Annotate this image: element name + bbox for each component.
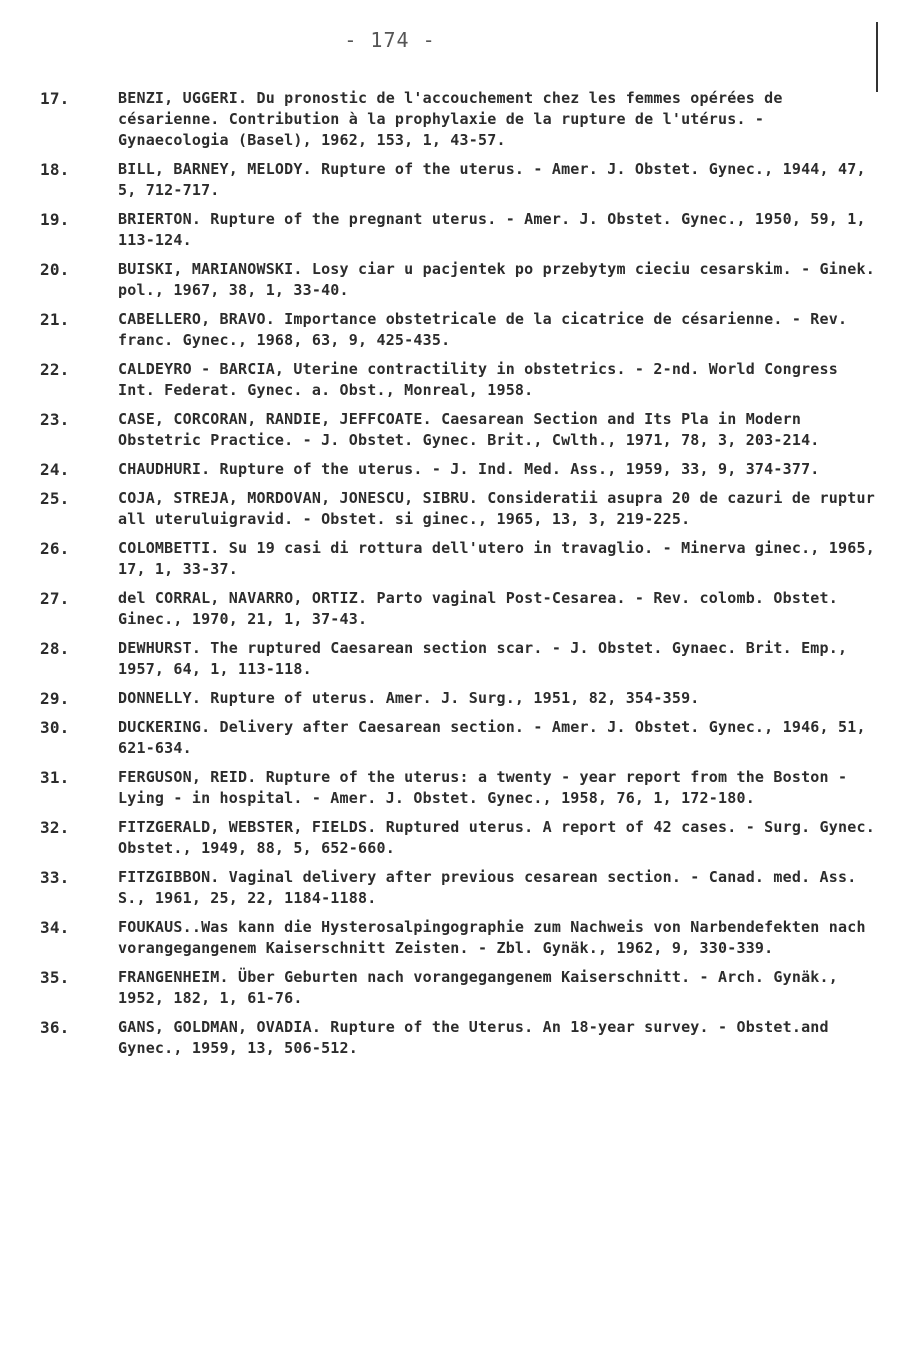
reference-number: 32. (40, 818, 70, 837)
reference-number: 35. (40, 968, 70, 987)
reference-number: 22. (40, 360, 70, 379)
reference-text: CASE, CORCORAN, RANDIE, JEFFCOATE. Caesarean Section and Its Pla in Modern Obstetric Practice. - J. Obstet. Gynec. Brit., Cwlth., 1971, 78, 3, 203-214. (118, 410, 820, 449)
reference-number: 17. (40, 89, 70, 108)
reference-number: 29. (40, 689, 70, 708)
reference-text: CALDEYRO - BARCIA, Uterine contractility in obstetrics. - 2-nd. World Congress Int. Federat. Gynec. a. Obst., Monreal, 1958. (118, 360, 838, 399)
reference-number: 26. (40, 539, 70, 558)
reference-item (40, 638, 882, 680)
reference-text: CHAUDHURI. Rupture of the uterus. - J. Ind. Med. Ass., 1959, 33, 9, 374-377. (118, 460, 820, 478)
reference-number: 33. (40, 868, 70, 887)
reference-item (40, 259, 882, 301)
reference-number: 36. (40, 1018, 70, 1037)
page-number: - 174 - (344, 28, 436, 52)
reference-item (40, 488, 882, 530)
reference-text: DEWHURST. The ruptured Caesarean section scar. - J. Obstet. Gynaec. Brit. Emp., 1957, 64, 1, 113-118. (118, 639, 848, 678)
reference-item (40, 309, 882, 351)
reference-item (40, 688, 882, 709)
reference-item (40, 159, 882, 201)
reference-item (40, 867, 882, 909)
reference-number: 19. (40, 210, 70, 229)
reference-item (40, 588, 882, 630)
reference-number: 23. (40, 410, 70, 429)
margin-rule (876, 22, 878, 92)
reference-text: FITZGIBBON. Vaginal delivery after previous cesarean section. - Canad. med. Ass. S., 1961, 25, 22, 1184-1188. (118, 868, 857, 907)
reference-number: 30. (40, 718, 70, 737)
reference-number: 27. (40, 589, 70, 608)
reference-text: DUCKERING. Delivery after Caesarean section. - Amer. J. Obstet. Gynec., 1946, 51, 621-634. (118, 718, 866, 757)
reference-number: 34. (40, 918, 70, 937)
reference-text: FRANGENHEIM. Über Geburten nach vorangegangenem Kaiserschnitt. - Arch. Gynäk., 1952, 182, 1, 61-76. (118, 968, 838, 1007)
reference-text: BRIERTON. Rupture of the pregnant uterus. - Amer. J. Obstet. Gynec., 1950, 59, 1, 113-124. (118, 210, 866, 249)
reference-text: GANS, GOLDMAN, OVADIA. Rupture of the Uterus. An 18-year survey. - Obstet.and Gynec., 1959, 13, 506-512. (118, 1018, 829, 1057)
reference-item (40, 88, 882, 151)
reference-number: 25. (40, 489, 70, 508)
reference-number: 20. (40, 260, 70, 279)
reference-text: BENZI, UGGERI. Du pronostic de l'accouchement chez les femmes opérées de césarienne. Contribution à la prophylaxie de la rupture de l'utérus. - Gynaecologia (Basel), 1962, 153, 1, 43-57. (118, 89, 783, 149)
reference-text: CABELLERO, BRAVO. Importance obstetricale de la cicatrice de césarienne. - Rev. franc. Gynec., 1968, 63, 9, 425-435. (118, 310, 848, 349)
reference-text: FERGUSON, REID. Rupture of the uterus: a twenty - year report from the Boston - Lying - in hospital. - Amer. J. Obstet. Gynec., 1958, 76, 1, 172-180. (118, 768, 848, 807)
reference-text: FOUKAUS..Was kann die Hysterosalpingographie zum Nachweis von Narbendefekten nach vorangegangenem Kaiserschnitt Zeisten. - Zbl. Gynäk., 1962, 9, 330-339. (118, 918, 866, 957)
reference-item (40, 209, 882, 251)
reference-number: 28. (40, 639, 70, 658)
reference-number: 18. (40, 160, 70, 179)
reference-number: 21. (40, 310, 70, 329)
reference-item (40, 359, 882, 401)
reference-item (40, 1017, 882, 1059)
reference-text: BUISKI, MARIANOWSKI. Losy ciar u pacjentek po przebytym cieciu cesarskim. - Ginek. pol., 1967, 38, 1, 33-40. (118, 260, 875, 299)
reference-item (40, 817, 882, 859)
reference-text: FITZGERALD, WEBSTER, FIELDS. Ruptured uterus. A report of 42 cases. - Surg. Gynec. Obstet., 1949, 88, 5, 652-660. (118, 818, 875, 857)
reference-text: DONNELLY. Rupture of uterus. Amer. J. Surg., 1951, 82, 354-359. (118, 689, 700, 707)
reference-text: COJA, STREJA, MORDOVAN, JONESCU, SIBRU. Consideratii asupra 20 de cazuri de ruptur all uteruluigravid. - Obstet. si ginec., 1965, 13, 3, 219-225. (118, 489, 875, 528)
reference-item (40, 459, 882, 480)
reference-item (40, 767, 882, 809)
reference-list (40, 88, 882, 1067)
reference-item (40, 538, 882, 580)
reference-item (40, 717, 882, 759)
reference-text: COLOMBETTI. Su 19 casi di rottura dell'utero in travaglio. - Minerva ginec., 1965, 17, 1, 33-37. (118, 539, 875, 578)
reference-number: 31. (40, 768, 70, 787)
reference-text: BILL, BARNEY, MELODY. Rupture of the uterus. - Amer. J. Obstet. Gynec., 1944, 47, 5, 712-717. (118, 160, 866, 199)
reference-item (40, 967, 882, 1009)
reference-item (40, 917, 882, 959)
reference-text: del CORRAL, NAVARRO, ORTIZ. Parto vaginal Post-Cesarea. - Rev. colomb. Obstet. Ginec., 1970, 21, 1, 37-43. (118, 589, 838, 628)
reference-number: 24. (40, 460, 70, 479)
reference-item (40, 409, 882, 451)
